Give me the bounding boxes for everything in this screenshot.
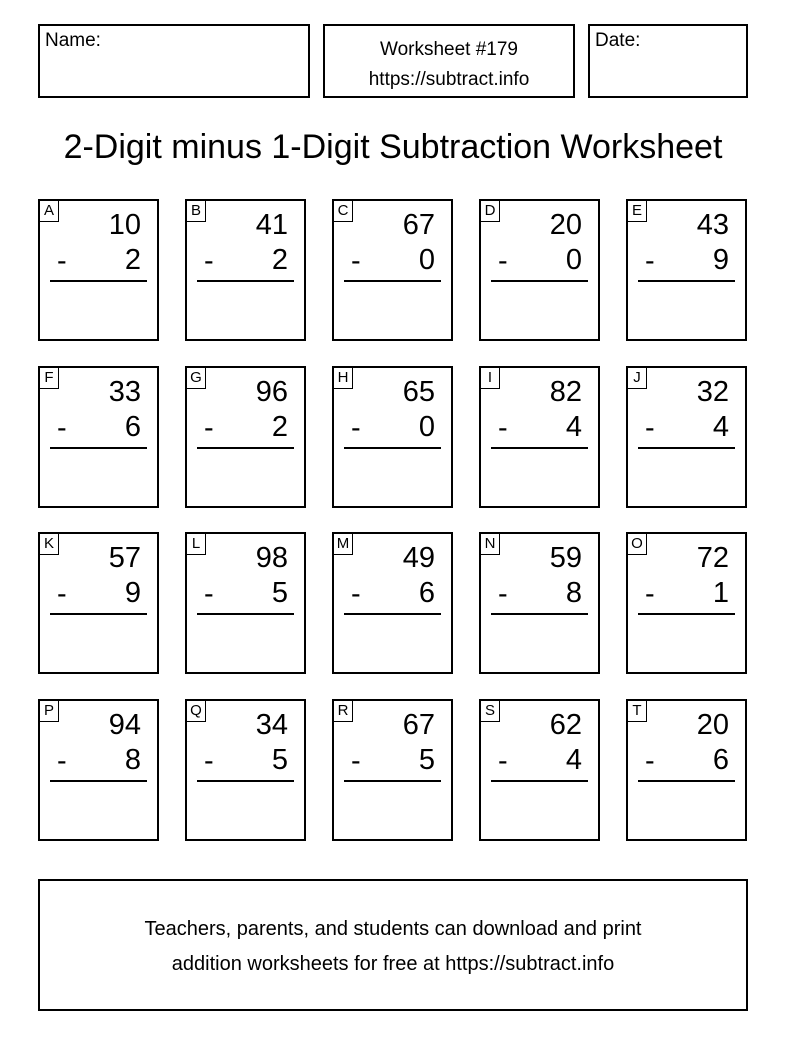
problem-card[interactable] (626, 699, 747, 841)
minus-sign: - (498, 745, 508, 777)
minuend: 34 (255, 709, 288, 741)
minuend: 67 (402, 209, 435, 241)
problem-card[interactable] (626, 532, 747, 674)
answer-line (638, 613, 735, 615)
answer-line (638, 280, 735, 282)
problem-card[interactable] (38, 366, 159, 508)
minuend: 72 (696, 542, 729, 574)
minuend: 98 (255, 542, 288, 574)
problem-card[interactable] (626, 199, 747, 341)
problem-letter: G (187, 368, 206, 389)
answer-line (197, 613, 294, 615)
minus-sign: - (57, 412, 67, 444)
answer-line (491, 613, 588, 615)
footer-box (38, 879, 748, 1011)
minuend: 49 (402, 542, 435, 574)
problem-letter: R (334, 701, 353, 722)
problem-card[interactable] (332, 699, 453, 841)
footer-line-2: addition worksheets for free at https://subtract.info (171, 953, 615, 975)
subtrahend: 4 (565, 411, 582, 443)
minuend: 32 (696, 376, 729, 408)
answer-line (197, 447, 294, 449)
problem-letter: T (628, 701, 647, 722)
problem-card[interactable] (185, 366, 306, 508)
minus-sign: - (645, 245, 655, 277)
problem-letter: S (481, 701, 500, 722)
minus-sign: - (351, 245, 361, 277)
minuend: 59 (549, 542, 582, 574)
problem-letter: D (481, 201, 500, 222)
answer-line (491, 280, 588, 282)
answer-line (197, 780, 294, 782)
subtrahend: 5 (271, 577, 288, 609)
answer-line (50, 613, 147, 615)
minus-sign: - (498, 245, 508, 277)
date-label: Date: (595, 30, 641, 51)
subtrahend: 4 (712, 411, 729, 443)
subtrahend: 4 (565, 744, 582, 776)
problem-letter: O (628, 534, 647, 555)
problem-letter: M (334, 534, 353, 555)
worksheet-url: https://subtract.info (368, 69, 530, 90)
subtrahend: 9 (124, 577, 141, 609)
problem-letter: L (187, 534, 206, 555)
name-label: Name: (45, 30, 101, 51)
answer-line (197, 280, 294, 282)
minus-sign: - (351, 745, 361, 777)
minus-sign: - (351, 578, 361, 610)
problem-card[interactable] (479, 699, 600, 841)
problem-letter: C (334, 201, 353, 222)
problem-letter: E (628, 201, 647, 222)
subtrahend: 6 (124, 411, 141, 443)
problem-card[interactable] (479, 366, 600, 508)
subtrahend: 2 (124, 244, 141, 276)
answer-line (491, 780, 588, 782)
problem-card[interactable] (185, 199, 306, 341)
minus-sign: - (645, 578, 655, 610)
answer-line (638, 780, 735, 782)
minus-sign: - (204, 412, 214, 444)
problem-letter: A (40, 201, 59, 222)
problem-card[interactable] (332, 366, 453, 508)
subtrahend: 0 (565, 244, 582, 276)
minus-sign: - (204, 245, 214, 277)
subtrahend: 2 (271, 244, 288, 276)
minuend: 62 (549, 709, 582, 741)
name-box[interactable] (38, 24, 310, 98)
subtrahend: 9 (712, 244, 729, 276)
date-box[interactable] (588, 24, 748, 98)
problem-letter: K (40, 534, 59, 555)
subtrahend: 0 (418, 411, 435, 443)
answer-line (50, 447, 147, 449)
worksheet-number: Worksheet #179 (379, 39, 518, 60)
subtrahend: 1 (712, 577, 729, 609)
answer-line (50, 780, 147, 782)
minus-sign: - (57, 745, 67, 777)
minuend: 94 (108, 709, 141, 741)
minuend: 33 (108, 376, 141, 408)
minuend: 20 (549, 209, 582, 241)
minus-sign: - (645, 412, 655, 444)
problem-letter: P (40, 701, 59, 722)
answer-line (344, 280, 441, 282)
problem-card[interactable] (38, 532, 159, 674)
minuend: 96 (255, 376, 288, 408)
problem-card[interactable] (332, 199, 453, 341)
subtrahend: 2 (271, 411, 288, 443)
problem-card[interactable] (38, 699, 159, 841)
problem-letter: J (628, 368, 647, 389)
problem-letter: B (187, 201, 206, 222)
problem-card[interactable] (479, 532, 600, 674)
subtrahend: 8 (124, 744, 141, 776)
problem-letter: F (40, 368, 59, 389)
answer-line (344, 780, 441, 782)
problem-letter: Q (187, 701, 206, 722)
answer-line (50, 280, 147, 282)
subtrahend: 6 (712, 744, 729, 776)
problem-letter: I (481, 368, 500, 389)
minus-sign: - (57, 245, 67, 277)
minuend: 41 (255, 209, 288, 241)
minus-sign: - (351, 412, 361, 444)
problem-letter: N (481, 534, 500, 555)
minuend: 57 (108, 542, 141, 574)
problem-card[interactable] (479, 199, 600, 341)
subtrahend: 0 (418, 244, 435, 276)
minus-sign: - (498, 412, 508, 444)
minus-sign: - (57, 578, 67, 610)
minuend: 65 (402, 376, 435, 408)
minuend: 43 (696, 209, 729, 241)
minuend: 20 (696, 709, 729, 741)
footer-line-1: Teachers, parents, and students can download and print (144, 918, 642, 940)
answer-line (491, 447, 588, 449)
problem-card[interactable] (185, 532, 306, 674)
subtrahend: 5 (418, 744, 435, 776)
problem-card[interactable] (185, 699, 306, 841)
answer-line (344, 447, 441, 449)
subtrahend: 8 (565, 577, 582, 609)
minuend: 82 (549, 376, 582, 408)
minuend: 67 (402, 709, 435, 741)
problem-letter: H (334, 368, 353, 389)
problem-card[interactable] (626, 366, 747, 508)
minus-sign: - (645, 745, 655, 777)
minus-sign: - (204, 745, 214, 777)
answer-line (638, 447, 735, 449)
subtrahend: 5 (271, 744, 288, 776)
minus-sign: - (498, 578, 508, 610)
problem-card[interactable] (332, 532, 453, 674)
answer-line (344, 613, 441, 615)
worksheet-info-box (323, 24, 575, 98)
subtrahend: 6 (418, 577, 435, 609)
page-title: 2-Digit minus 1-Digit Subtraction Worksheet (63, 128, 723, 166)
problem-card[interactable] (38, 199, 159, 341)
minuend: 10 (108, 209, 141, 241)
minus-sign: - (204, 578, 214, 610)
